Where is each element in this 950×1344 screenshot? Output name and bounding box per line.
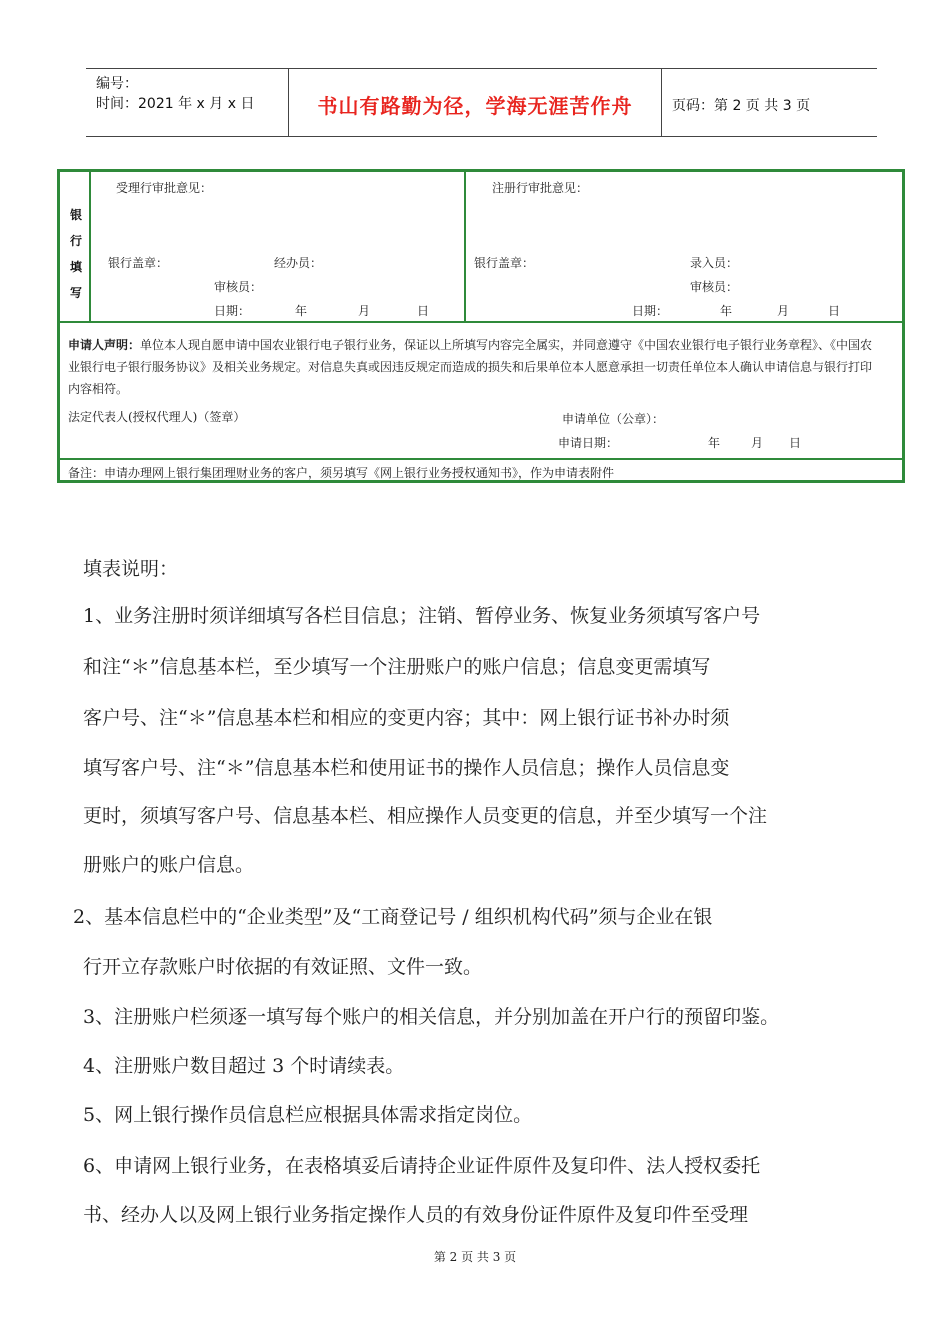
header-top-rule [86, 68, 877, 69]
instruction-line: 书、经办人以及网上银行业务指定操作人员的有效身份证件原件及复印件至受理 [83, 1204, 749, 1226]
registering-bank-year: 年 [720, 304, 733, 318]
registering-bank-reviewer: 审核员： [690, 280, 739, 294]
form-hline-remark [60, 458, 902, 460]
instruction-line: 和注“＊”信息基本栏，至少填写一个注册账户的账户信息；信息变更需填写 [83, 656, 711, 678]
instruction-line: 1、业务注册时须详细填写各栏目信息；注销、暂停业务、恢复业务须填写客户号 [83, 605, 761, 627]
header-bottom-rule [86, 136, 877, 137]
bank-fill-char: 银 [69, 208, 82, 222]
instruction-line: 册账户的账户信息。 [83, 854, 255, 876]
accepting-bank-date: 日期： [214, 304, 251, 318]
instruction-line: 4、注册账户数目超过 3 个时请续表。 [83, 1055, 405, 1077]
applicant-unit-seal: 申请单位（公章）： [562, 412, 665, 426]
instruction-line: 5、网上银行操作员信息栏应根据具体需求指定岗位。 [83, 1104, 533, 1126]
accepting-bank-opinion: 受理行审批意见： [116, 181, 213, 195]
bank-fill-char: 填 [69, 260, 82, 274]
registering-bank-entry: 录入员： [690, 256, 739, 270]
page-footer: 第 2 页 共 3 页 [433, 1250, 517, 1264]
accepting-bank-month: 月 [358, 304, 371, 318]
bank-fill-label [68, 202, 84, 306]
declaration-text: 单位本人现自愿申请中国农业银行电子银行业务，保证以上所填写内容完全属实，并同意遵守《中国农业银行电子银行业务章程》、《中国农业银行电子银行服务协议》及相关业务规定。对信息失真或因违反规定而造成的损失和后果单位本人愿意承担一切责任单位本人确认申请信息与银行打印内容相符。 [68, 338, 873, 396]
accepting-bank-year: 年 [295, 304, 308, 318]
registering-bank-seal: 银行盖章： [474, 256, 535, 270]
form-vline-label [89, 172, 91, 321]
header-page-info: 页码：第 2 页 共 3 页 [672, 98, 811, 114]
application-day: 日 [789, 436, 802, 450]
header-number: 编号： [96, 76, 138, 92]
accepting-bank-day: 日 [417, 304, 430, 318]
bank-fill-char: 写 [69, 286, 82, 300]
instruction-line: 3、注册账户栏须逐一填写每个账户的相关信息，并分别加盖在开户行的预留印鉴。 [83, 1006, 780, 1028]
registering-bank-month: 月 [777, 304, 790, 318]
form-remark: 备注：申请办理网上银行集团理财业务的客户，须另填写《网上银行业务授权通知书》，作为申请表附件 [68, 466, 615, 480]
legal-representative: 法定代表人(授权代理人)（签章） [68, 410, 246, 424]
instruction-line: 更时，须填写客户号、信息基本栏、相应操作人员变更的信息，并至少填写一个注 [83, 805, 768, 827]
registering-bank-date: 日期： [632, 304, 669, 318]
application-date: 申请日期： [558, 436, 619, 450]
header-divider-right [661, 68, 662, 136]
applicant-declaration [68, 334, 878, 400]
bank-approval-form [57, 169, 905, 483]
accepting-bank-reviewer: 审核员： [214, 280, 263, 294]
accepting-bank-seal: 银行盖章： [108, 256, 169, 270]
instruction-line: 填写客户号、注“＊”信息基本栏和使用证书的操作人员信息；操作人员信息变 [83, 757, 730, 779]
header-time: 时间：2021 年 x 月 x 日 [96, 96, 255, 112]
application-month: 月 [751, 436, 764, 450]
instruction-line: 2、基本信息栏中的“企业类型”及“工商登记号 / 组织机构代码”须与企业在银 [73, 906, 713, 928]
application-year: 年 [708, 436, 721, 450]
declaration-title: 申请人声明： [68, 338, 141, 352]
instruction-line: 行开立存款账户时依据的有效证照、文件一致。 [83, 956, 483, 978]
instruction-line: 6、申请网上银行业务，在表格填妥后请持企业证件原件及复印件、法人授权委托 [83, 1155, 761, 1177]
form-hline-approval [60, 321, 902, 323]
registering-bank-opinion: 注册行审批意见： [492, 181, 589, 195]
header-motto: 书山有路勤为径，学海无涯苦作舟 [317, 94, 633, 118]
accepting-bank-handler: 经办员： [274, 256, 323, 270]
form-vline-middle [464, 172, 466, 321]
instruction-line: 客户号、注“＊”信息基本栏和相应的变更内容；其中：网上银行证书补办时须 [83, 707, 730, 729]
registering-bank-day: 日 [828, 304, 841, 318]
instructions-title: 填表说明： [83, 558, 179, 580]
bank-fill-char: 行 [69, 234, 82, 248]
